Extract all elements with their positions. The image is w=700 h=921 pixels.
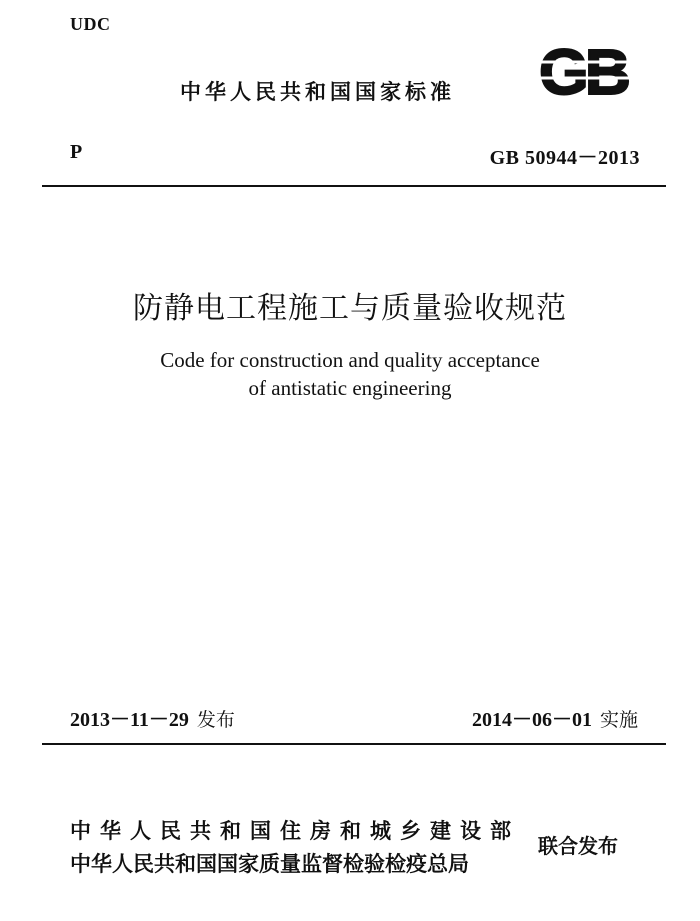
- standard-number: GB 50944－2013: [489, 147, 640, 169]
- implement-label: 实施: [599, 709, 638, 731]
- top-divider: [42, 185, 666, 187]
- title-english-line1: Code for construction and quality acceptance: [160, 348, 540, 372]
- publish-date-block: [70, 703, 235, 732]
- implement-date-block: [472, 703, 638, 732]
- publish-label: 发布: [196, 709, 235, 731]
- implement-date: 2014－06－01: [471, 709, 592, 731]
- issuer-line2: 中华人民共和国国家质量监督检验检疫总局: [70, 852, 469, 876]
- udc-label: UDC: [70, 14, 111, 34]
- title-english-line2: of antistatic engineering: [248, 376, 452, 400]
- publish-date: 2013－11－29: [70, 709, 189, 731]
- national-standard-label: 中华人民共和国国家标准: [180, 80, 455, 104]
- title-chinese: 防静电工程施工与质量验收规范: [133, 291, 567, 326]
- category-code: P: [70, 141, 83, 163]
- issuer-line1: 中华人民共和国住房和城乡建设部: [70, 819, 520, 843]
- bottom-divider: [42, 743, 666, 745]
- gb-logo-text: GB: [539, 40, 627, 102]
- joint-issue-label: 联合发布: [538, 834, 618, 858]
- gb-logo: [524, 40, 642, 102]
- title-english: [0, 346, 700, 402]
